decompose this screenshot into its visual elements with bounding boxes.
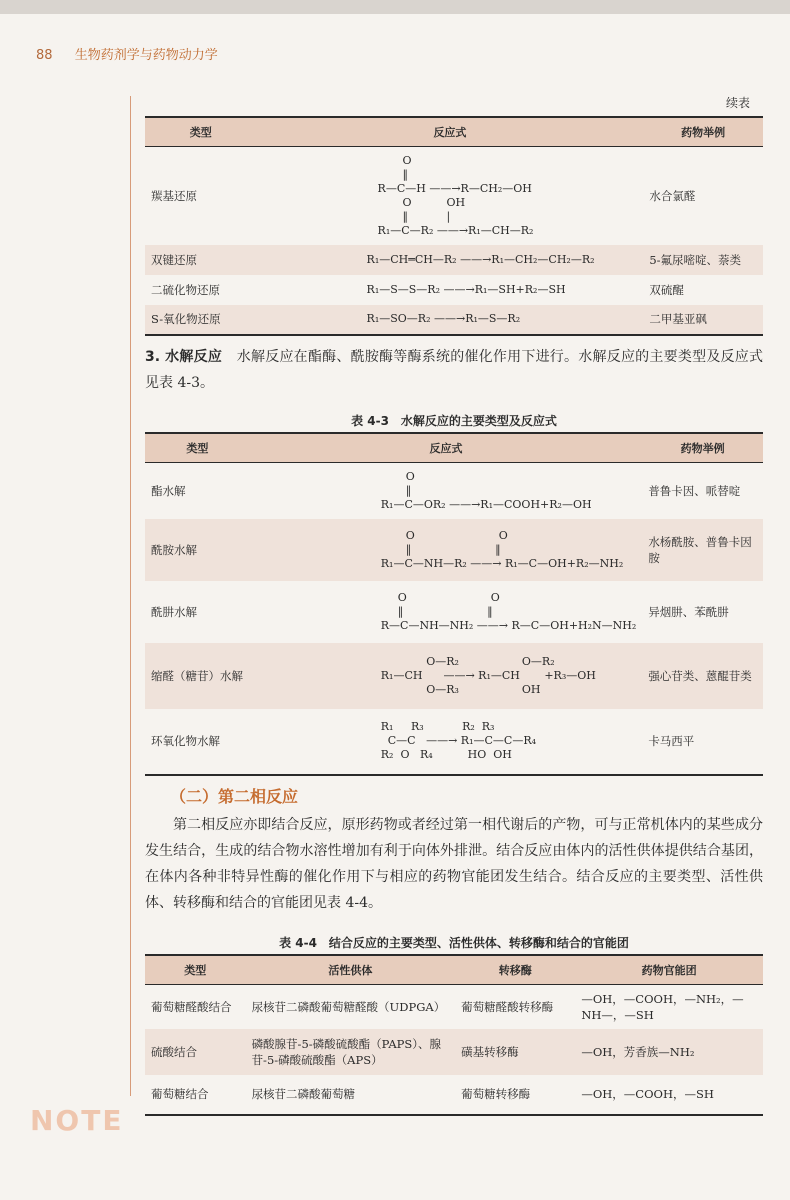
reaction-type: 羰基还原: [151, 188, 197, 203]
reaction-equation: R₁—CH═CH—R₂ ——→R₁—CH₂—CH₂—R₂: [257, 245, 644, 275]
drug-example: 普鲁卡因、哌替啶: [648, 483, 741, 498]
reaction-type: 缩醛（糖苷）水解: [145, 643, 250, 709]
equation-line: O: [405, 469, 415, 483]
table-caption: 表 4-3 水解反应的主要类型及反应式: [351, 414, 557, 428]
drug-example: 5-氟尿嘧啶、萘类: [643, 245, 763, 275]
table-row: [145, 1075, 763, 1115]
reaction-type: S-氧化物还原: [145, 305, 257, 335]
drug-example: 异烟肼、苯酰肼: [648, 604, 729, 619]
reaction-equation: [250, 709, 643, 775]
equation-line: C—C ——→ R₁—C—C—R₄: [380, 734, 537, 747]
table-row: [145, 709, 763, 775]
drug-example: 水合氯醛: [649, 188, 696, 203]
equation-line: ‖ ‖: [405, 542, 501, 556]
equation-line: O—R₂ O—R₂: [415, 654, 555, 668]
column-header: 活性供体: [246, 955, 456, 985]
table-row: [145, 581, 763, 643]
table-row: [145, 275, 763, 305]
equation-line: O O: [397, 590, 500, 604]
conjugation-type: 硫酸结合: [145, 1029, 246, 1075]
conjugation-type: 葡萄糖结合: [145, 1075, 246, 1115]
drug-example: 卡马西平: [642, 709, 763, 775]
column-header: 类型: [145, 117, 257, 147]
equation-line: R₁—C—NH—R₂ ——→ R₁—C—OH+R₂—NH₂: [380, 556, 624, 570]
column-header: 药物举例: [643, 117, 763, 147]
equation-line: ‖ |: [402, 209, 451, 223]
equation-line: O: [402, 153, 412, 167]
table-caption: 表 4-4 结合反应的主要类型、活性供体、转移酶和结合的官能团: [279, 936, 629, 950]
hydrolysis-paragraph: [145, 344, 763, 396]
equation-line: O OH: [402, 195, 466, 209]
phase2-paragraph: 第二相反应亦即结合反应，原形药物或者经过第一相代谢后的产物，可与正常机体内的某些成分发生结合，生成的结合物水溶性增加有利于向体外排泄。结合反应由体内的活性供体提供结合基团，在体内各种非特异性酶的催化作用下与相应的药物官能团发生结合。结合反应的主要类型、活性供体、转移酶和结合的官能团见表 4-4。: [145, 817, 763, 911]
equation-line: R₁—CH ——→ R₁—CH +R₃—OH: [380, 668, 596, 682]
drug-example: 强心苷类、蒽醌苷类: [642, 643, 763, 709]
equation-line: R—C—NH—NH₂ ——→ R—C—OH+H₂N—NH₂: [380, 618, 637, 632]
equation-line: R₁ R₃ R₂ R₃: [380, 720, 495, 733]
reaction-type: 酰胺水解: [145, 519, 250, 581]
table-row: [145, 305, 763, 335]
page-number: 88: [36, 48, 53, 63]
note-mark: NOTE: [30, 1104, 124, 1137]
reaction-equation: [250, 581, 643, 643]
drug-example: 双硫醒: [649, 282, 684, 297]
equation-line: ‖: [402, 167, 409, 181]
running-header: [36, 44, 218, 63]
equation-line: R—C—H ——→R—CH₂—OH: [377, 181, 532, 195]
drug-example: 水杨酰胺、普鲁卡因胺: [642, 519, 763, 581]
equation-line: R₂ O R₄ HO OH: [380, 748, 512, 761]
page-top-edge: [0, 0, 790, 14]
drug-example: 二甲基亚砜: [643, 305, 763, 335]
reaction-type: 酯水解: [151, 483, 186, 498]
equation-line: O—R₃ OH: [415, 682, 541, 696]
margin-rule: [130, 96, 131, 1096]
column-header: 药物官能团: [575, 955, 763, 985]
table-row: [145, 1029, 763, 1075]
transferase: 葡萄糖转移酶: [455, 1075, 575, 1115]
conjugation-type: 葡萄糖醛酸结合: [151, 999, 232, 1014]
transferase: 磺基转移酶: [455, 1029, 575, 1075]
reaction-equation: [250, 643, 643, 709]
functional-group: —OH，芳香族—NH₂: [575, 1029, 763, 1075]
column-header: 类型: [145, 955, 246, 985]
continued-label: 续表: [725, 96, 750, 110]
column-header: 转移酶: [455, 955, 575, 985]
functional-group: —OH，—COOH，—SH: [575, 1075, 763, 1115]
reaction-type: 酰肼水解: [151, 604, 197, 619]
equation-line: R₁—C—R₂ ——→R₁—CH—R₂: [377, 223, 534, 237]
reaction-type: 二硫化物还原: [151, 282, 220, 297]
table-row: [145, 985, 763, 1029]
table-reduction: [145, 116, 763, 336]
reaction-equation: [257, 147, 644, 245]
reaction-type: 双键还原: [145, 245, 257, 275]
reaction-equation: R₁—SO—R₂ ——→R₁—S—R₂: [257, 305, 644, 335]
reaction-equation: [250, 463, 643, 519]
column-header: 类型: [145, 433, 250, 463]
reaction-equation: [250, 519, 643, 581]
functional-group: —OH，—COOH，—NH₂，—NH—，—SH: [581, 991, 744, 1022]
table-row: [145, 147, 763, 245]
equation-line: ‖ ‖: [397, 604, 493, 618]
table-row: [145, 643, 763, 709]
reaction-equation: R₁—S—S—R₂ ——→R₁—SH+R₂—SH: [366, 282, 566, 296]
transferase: 葡萄糖醛酸转移酶: [461, 999, 554, 1014]
active-donor: 磷酸腺苷-5-磷酸硫酸酯（PAPS）、腺苷-5-磷酸硫酸酯（APS）: [246, 1029, 456, 1075]
book-title: 生物药剂学与药物动力学: [74, 48, 218, 63]
column-header: 反应式: [250, 433, 643, 463]
table-row: [145, 463, 763, 519]
reaction-type: 环氧化物水解: [145, 709, 250, 775]
equation-line: O O: [405, 528, 508, 542]
section-heading: （二）第二相反应: [170, 787, 299, 806]
column-header: 药物举例: [642, 433, 763, 463]
table-conjugation: [145, 954, 763, 1116]
column-header: 反应式: [257, 117, 644, 147]
active-donor: 尿核苷二磷酸葡萄糖醛酸（UDPGA）: [251, 999, 446, 1014]
equation-line: R₁—C—OR₂ ——→R₁—COOH+R₂—OH: [380, 497, 592, 511]
table-row: [145, 519, 763, 581]
paragraph-text: 水解反应在酯酶、酰胺酶等酶系统的催化作用下进行。水解反应的主要类型及反应式见表 4-3。: [145, 349, 763, 391]
table-hydrolysis: [145, 432, 763, 776]
active-donor: 尿核苷二磷酸葡萄糖: [246, 1075, 456, 1115]
table-row: [145, 245, 763, 275]
paragraph-heading: 3. 水解反应: [145, 349, 223, 365]
equation-line: ‖: [405, 483, 412, 497]
